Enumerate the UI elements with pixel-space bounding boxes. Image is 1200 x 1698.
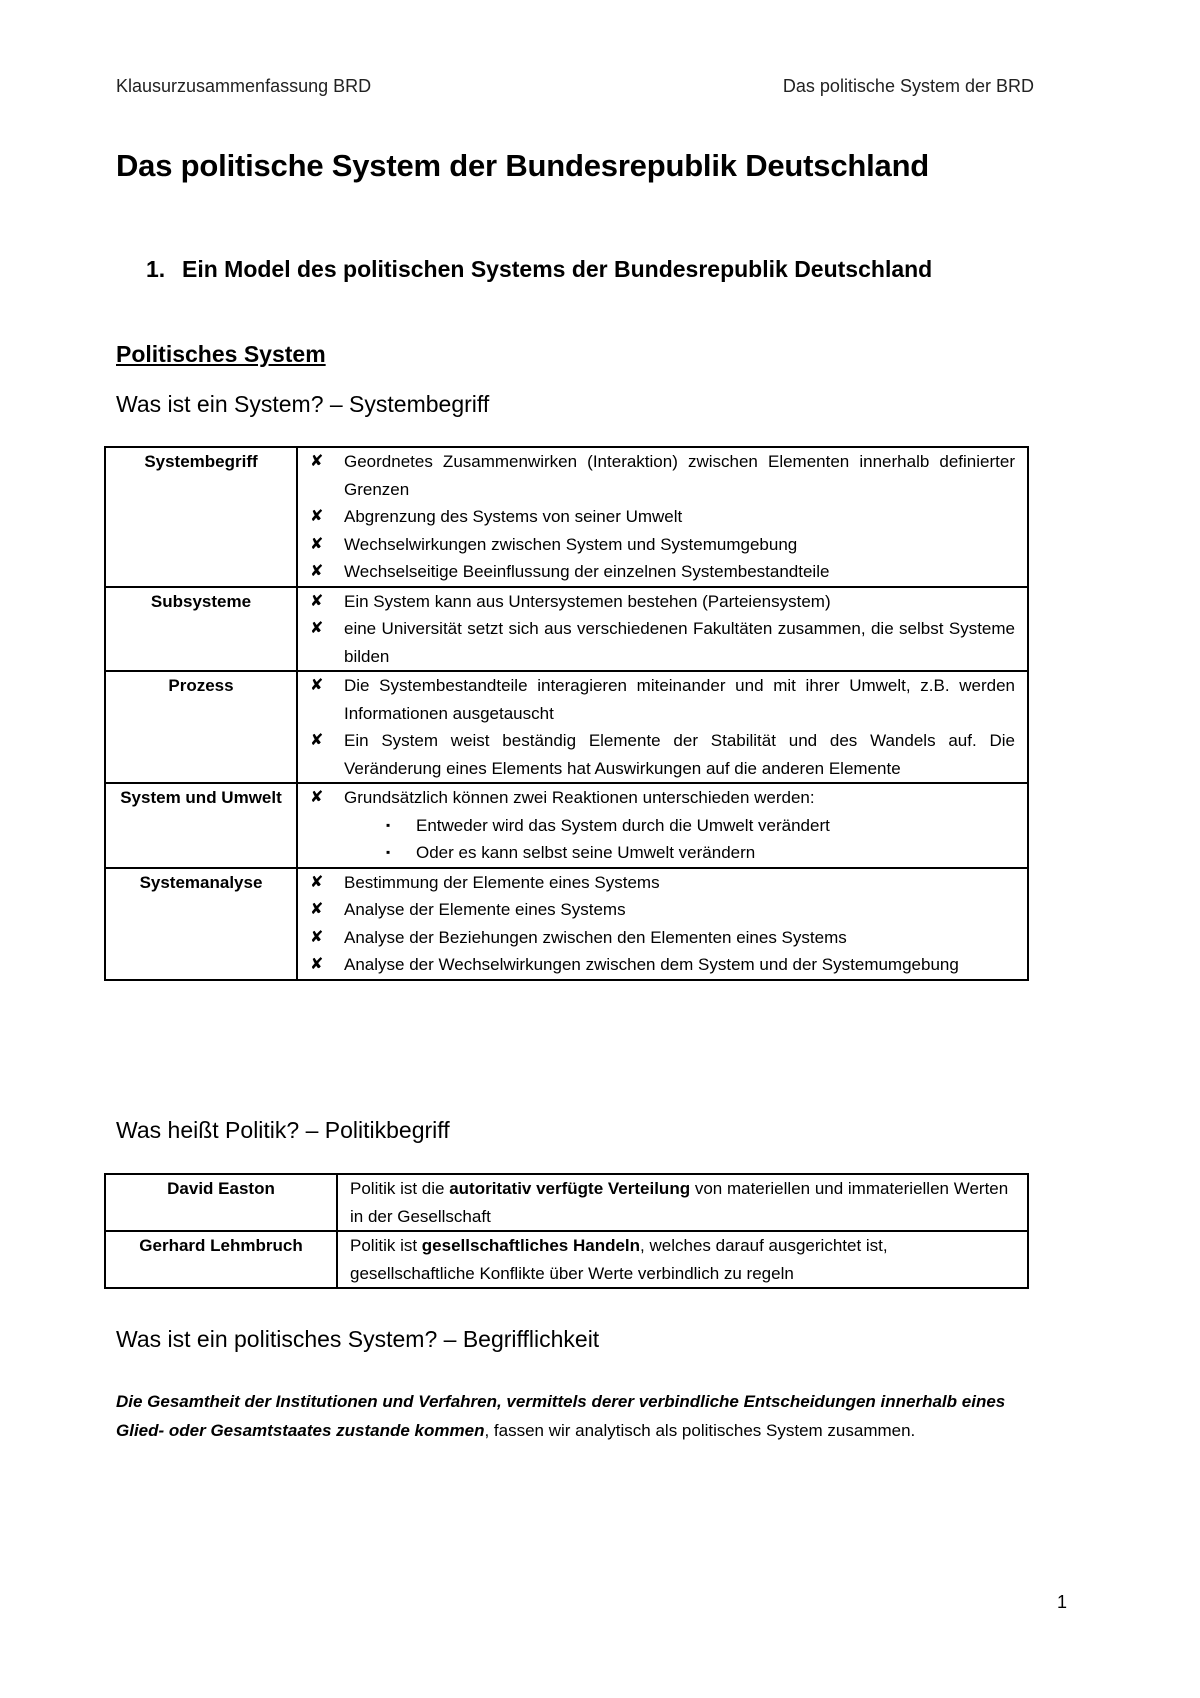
item-text: Abgrenzung des Systems von seiner Umwelt <box>344 507 683 526</box>
x-mark-icon: ✘ <box>310 453 324 470</box>
definition-text: von materiellen und immateriellen Werten in der Gesellschaft <box>350 1179 1009 1226</box>
bullet-list <box>310 869 1015 979</box>
item-text: Wechselseitige Beeinflussung der einzelnen Systembestandteile <box>344 562 830 581</box>
section-title: Ein Model des politischen Systems der Bundesrepublik Deutschland <box>182 256 933 282</box>
square-bullet-icon: ▪ <box>386 817 391 832</box>
x-mark-icon: ✘ <box>310 928 324 946</box>
bullet-list <box>310 784 1015 867</box>
list-item <box>310 558 1015 586</box>
table-row <box>105 868 1028 980</box>
x-mark-icon: ✘ <box>310 508 324 525</box>
x-mark-icon: ✘ <box>310 789 324 806</box>
definition-text: Politik ist <box>350 1236 422 1255</box>
system-concept-table <box>104 446 1029 981</box>
list-item <box>310 531 1015 559</box>
header-left: Klausurzusammenfassung BRD <box>116 76 372 96</box>
definition-bold: gesellschaftliches Handeln <box>421 1236 641 1255</box>
list-item <box>310 727 1015 782</box>
definition-rest: , fassen wir analytisch als politisches System zusammen. <box>484 1421 916 1440</box>
item-text: Analyse der Beziehungen zwischen den Elementen eines Systems <box>344 927 847 947</box>
item-text: Analyse der Elemente eines Systems <box>344 900 626 919</box>
square-bullet-icon: ▪ <box>386 845 391 859</box>
author-cell: David Easton <box>105 1174 337 1231</box>
definition-cell <box>337 1231 1028 1288</box>
x-mark-icon: ✘ <box>310 620 324 637</box>
section-heading <box>146 256 932 283</box>
item-text: Ein System weist beständig Elemente der Stabilität und des Wandels auf. Die Veränderung eines Elements hat Auswirkungen auf die anderen Elemente <box>344 731 1015 778</box>
sub-item-text: Oder es kann selbst seine Umwelt verändern <box>416 843 756 862</box>
system-question: Was ist ein System? – Systembegriff <box>116 391 490 417</box>
table-row <box>105 671 1028 783</box>
definition-cell <box>337 1174 1028 1231</box>
term-cell: Subsysteme <box>105 587 297 672</box>
list-item <box>310 924 1015 952</box>
subheading-politisches-system: Politisches System <box>116 341 326 367</box>
list-item <box>310 503 1015 531</box>
table-row <box>105 447 1028 587</box>
list-item <box>310 951 1015 979</box>
x-mark-icon: ✘ <box>310 592 324 610</box>
list-item <box>310 588 1015 616</box>
list-item <box>310 615 1015 670</box>
term-cell: Prozess <box>105 671 297 783</box>
item-text: Ein System kann aus Untersystemen bestehen (Parteiensystem) <box>344 591 831 611</box>
list-item <box>310 896 1015 924</box>
term-cell: Systemanalyse <box>105 868 297 980</box>
x-mark-icon: ✘ <box>310 677 324 694</box>
list-item <box>310 784 1015 867</box>
bullet-list <box>310 588 1015 671</box>
description-cell <box>297 671 1028 783</box>
x-mark-icon: ✘ <box>310 873 324 891</box>
x-mark-icon: ✘ <box>310 732 324 749</box>
section-number: 1. <box>146 256 166 282</box>
definition-emphasis: Die Gesamtheit der Institutionen und Verfahren, vermittels derer verbindliche Entscheidungen innerhalb eines Glied- oder Gesamtstaates zustande kommen <box>116 1392 1006 1440</box>
definition-text: Politik ist die <box>350 1179 450 1198</box>
x-mark-icon: ✘ <box>310 563 324 580</box>
table-row <box>105 783 1028 868</box>
term-cell: Systembegriff <box>105 447 297 587</box>
table-row <box>105 587 1028 672</box>
item-text: Geordnetes Zusammenwirken (Interaktion) zwischen Elementen innerhalb definierter Grenzen <box>344 452 1015 499</box>
definition-text: , welches darauf ausgerichtet ist, gesellschaftliche Konflikte über Werte verbindlich zu regeln <box>350 1236 888 1283</box>
description-cell <box>297 447 1028 587</box>
political-system-question: Was ist ein politisches System? – Begrifflichkeit <box>116 1326 600 1352</box>
document-title: Das politische System der Bundesrepublik Deutschland <box>116 148 930 183</box>
x-mark-icon: ✘ <box>310 535 324 553</box>
term-cell: System und Umwelt <box>105 783 297 868</box>
description-cell <box>297 587 1028 672</box>
bullet-list <box>310 448 1015 586</box>
list-item <box>310 869 1015 897</box>
sub-item-text: Entweder wird das System durch die Umwelt verändert <box>416 815 830 835</box>
page-number: 1 <box>1057 1592 1068 1612</box>
author-cell: Gerhard Lehmbruch <box>105 1231 337 1288</box>
item-text: Bestimmung der Elemente eines Systems <box>344 872 660 892</box>
list-item <box>310 672 1015 727</box>
description-cell <box>297 868 1028 980</box>
header-right: Das politische System der BRD <box>782 76 1034 96</box>
x-mark-icon: ✘ <box>310 956 324 973</box>
item-text: eine Universität setzt sich aus verschiedenen Fakultäten zusammen, die selbst Systeme bilden <box>344 619 1015 666</box>
bullet-list <box>310 672 1015 782</box>
sub-list-item <box>386 812 1015 840</box>
item-text: Analyse der Wechselwirkungen zwischen dem System und der Systemumgebung <box>344 955 959 974</box>
sub-list <box>344 812 1015 867</box>
definition-bold: autoritativ verfügte Verteilung <box>449 1179 691 1198</box>
item-text: Wechselwirkungen zwischen System und Systemumgebung <box>344 534 798 554</box>
table-row <box>105 1174 1028 1231</box>
definition-paragraph <box>116 1387 1036 1445</box>
table-row <box>105 1231 1028 1288</box>
item-text: Grundsätzlich können zwei Reaktionen unterschieden werden: <box>344 788 815 807</box>
politics-definition-table <box>104 1173 1029 1289</box>
description-cell <box>297 783 1028 868</box>
list-item <box>310 448 1015 503</box>
politik-question: Was heißt Politik? – Politikbegriff <box>116 1117 450 1143</box>
sub-list-item <box>386 839 1015 867</box>
item-text: Die Systembestandteile interagieren miteinander und mit ihrer Umwelt, z.B. werden Informationen ausgetauscht <box>344 676 1015 723</box>
x-mark-icon: ✘ <box>310 901 324 918</box>
